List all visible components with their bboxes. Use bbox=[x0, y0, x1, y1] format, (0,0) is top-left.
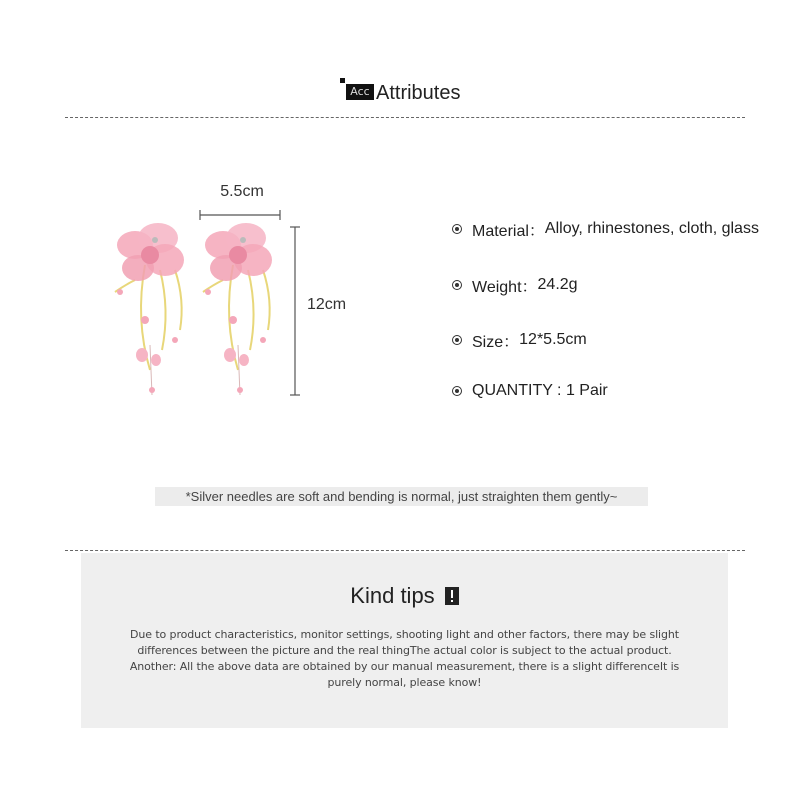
attribute-label: Material： bbox=[472, 222, 545, 240]
height-dimension-line bbox=[290, 227, 300, 395]
attribute-size bbox=[452, 327, 587, 353]
attribute-value: 24.2g bbox=[537, 276, 578, 293]
width-dimension-label: 5.5cm bbox=[220, 183, 264, 200]
divider-top bbox=[65, 117, 745, 118]
header-dot-icon bbox=[340, 78, 345, 83]
bullet-icon bbox=[452, 280, 462, 290]
attribute-label: Size： bbox=[472, 333, 520, 351]
section-header bbox=[0, 78, 800, 108]
height-dimension-label: 12cm bbox=[307, 296, 347, 313]
care-note: *Silver needles are soft and bending is normal, just straighten them gently~ bbox=[155, 487, 648, 506]
width-dimension-line bbox=[200, 210, 280, 220]
bullet-icon bbox=[452, 224, 462, 234]
kind-tips-title: Kind tips bbox=[350, 583, 435, 609]
bullet-icon bbox=[452, 335, 462, 345]
kind-tips-panel bbox=[81, 553, 728, 728]
bullet-icon bbox=[452, 386, 462, 396]
attribute-value: Alloy, rhinestones, cloth, glass bbox=[544, 220, 759, 237]
earring-left bbox=[115, 223, 184, 395]
exclamation-icon bbox=[445, 587, 459, 605]
section-title: Attributes bbox=[376, 82, 461, 104]
attribute-quantity bbox=[452, 378, 608, 404]
kind-tips-header bbox=[81, 581, 728, 610]
attribute-label: QUANTITY : 1 Pair bbox=[472, 382, 608, 399]
attribute-material bbox=[452, 216, 759, 242]
kind-tips-body: Due to product characteristics, monitor settings, shooting light and other factors, there may be slight differences between the picture and the real thingThe actual color is subject to the actual product. Another: All the above data are obtained by our manual measurement, there is a slight differenceIt is purely normal, please know! bbox=[129, 628, 680, 689]
divider-bottom bbox=[65, 550, 745, 551]
attribute-weight bbox=[452, 272, 578, 298]
product-image bbox=[100, 170, 380, 410]
earring-right bbox=[203, 223, 272, 395]
attribute-label: Weight： bbox=[472, 278, 538, 296]
attribute-value: 12*5.5cm bbox=[519, 331, 587, 348]
header-tag: Acc bbox=[346, 84, 374, 100]
